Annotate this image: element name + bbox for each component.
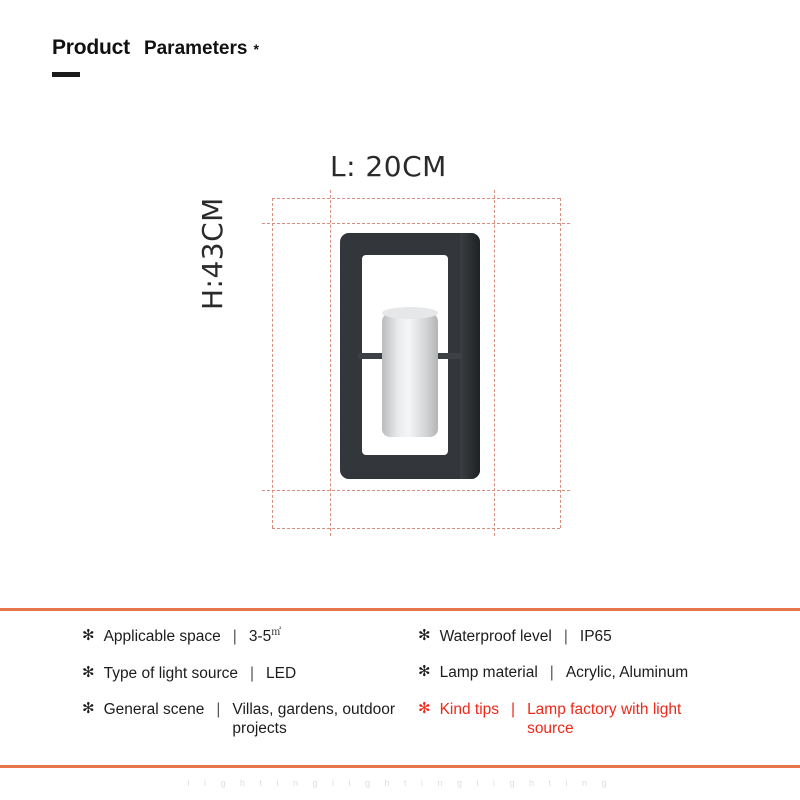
spec-row-general-scene xyxy=(82,700,400,739)
spec-separator: | xyxy=(511,700,516,718)
spec-row-applicable-space xyxy=(82,627,400,647)
spec-column-right xyxy=(400,611,800,756)
asterisk-icon: ✻ xyxy=(82,627,95,644)
spec-label: Waterproof level xyxy=(439,628,552,645)
spec-value-unit: ㎡ xyxy=(271,627,282,638)
page-title xyxy=(52,36,259,60)
spec-value: Lamp factory with light source xyxy=(527,700,682,738)
spec-label: Applicable space xyxy=(103,628,221,645)
spec-separator: | xyxy=(250,664,255,682)
lamp-bulb-top xyxy=(382,307,438,319)
guide-line-inner-top xyxy=(262,223,570,224)
asterisk-icon: ✻ xyxy=(418,663,431,681)
spec-row-kind-tips xyxy=(418,700,800,739)
lamp-frame-side xyxy=(460,233,480,479)
spec-label: Lamp material xyxy=(439,664,538,682)
spec-separator: | xyxy=(563,628,568,645)
lamp-illustration xyxy=(340,233,480,479)
footer-watermark: l i g h t i n g l i g h t i n g l i g h t i n g xyxy=(187,778,613,788)
spec-value: Villas, gardens, outdoor projects xyxy=(232,700,395,738)
guide-line-inner-left xyxy=(330,190,331,536)
spec-value-text: 3-5 xyxy=(248,628,272,646)
asterisk-icon: ✻ xyxy=(82,663,95,681)
page-title-parameters: Parameters xyxy=(143,38,248,59)
page-title-asterisk: * xyxy=(253,41,259,57)
height-dimension-label: H:43CM xyxy=(196,197,229,310)
spec-row-light-source-type xyxy=(82,664,400,683)
spec-value xyxy=(249,627,281,647)
asterisk-icon: ✻ xyxy=(418,699,431,717)
guide-line-right xyxy=(560,198,561,528)
guide-line-bottom xyxy=(272,528,560,529)
guide-line-top xyxy=(272,198,560,199)
spec-separator: | xyxy=(549,664,554,682)
spec-separator: | xyxy=(216,700,221,718)
asterisk-icon: ✻ xyxy=(418,627,431,644)
spec-row-waterproof-level xyxy=(418,627,800,646)
spec-label: Kind tips xyxy=(439,700,500,718)
guide-line-left xyxy=(272,198,273,528)
spec-label: General scene xyxy=(103,700,205,718)
lamp-bulb xyxy=(382,311,438,437)
spec-separator: | xyxy=(232,628,237,645)
width-dimension-label: L: 20CM xyxy=(330,150,447,183)
spec-value: IP65 xyxy=(579,628,612,645)
spec-row-lamp-material xyxy=(418,663,800,682)
spec-value: Acrylic, Aluminum xyxy=(565,664,689,682)
spec-label: Type of light source xyxy=(103,664,238,682)
product-diagram xyxy=(0,110,800,580)
spec-value: LED xyxy=(266,664,297,682)
guide-line-inner-bottom xyxy=(262,490,570,491)
guide-line-inner-right xyxy=(494,190,495,536)
page-title-product: Product xyxy=(52,36,130,59)
spec-column-left xyxy=(0,611,400,756)
asterisk-icon: ✻ xyxy=(82,699,95,717)
specifications-panel xyxy=(0,608,800,768)
title-underline xyxy=(52,72,80,77)
